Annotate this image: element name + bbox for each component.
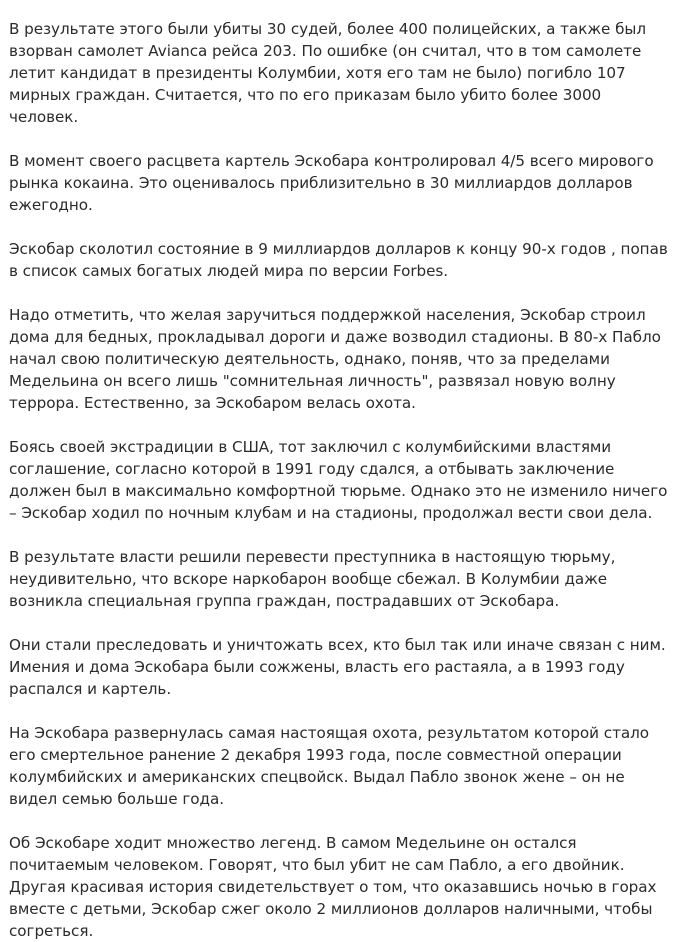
- article-body: [9, 18, 669, 942]
- paragraph-9: Об Эскобаре ходит множество легенд. В самом Медельине он остался почитаемым человеком. Говорят, что был убит не сам Пабло, а его двойник. Другая красивая история свидетельствует о том, что оказавшись ночью в горах вместе с детьми, Эскобар сжег около 2 миллионов долларов наличными, чтобы согреться.: [9, 834, 657, 940]
- paragraph-1: В результате этого были убиты 30 судей, более 400 полицейских, а также был взорван самолет Avianca рейса 203. По ошибке (он считал, что в том самолете летит кандидат в президенты Колумбии, хотя его там не было) погибло 107 мирных граждан. Считается, что по его приказам было убито более 3000 человек.: [9, 20, 646, 126]
- paragraph-8: На Эскобара развернулась самая настоящая охота, результатом которой стало его смертельное ранение 2 декабря 1993 года, после совместной операции колумбийских и американских спецвойск. Выдал Пабло звонок жене – он не видел семью больше года.: [9, 724, 650, 808]
- paragraph-3: Эскобар сколотил состояние в 9 миллиардов долларов к концу 90-х годов , попав в список самых богатых людей мира по версии Forbes.: [9, 240, 668, 280]
- paragraph-6: В результате власти решили перевести преступника в настоящую тюрьму, неудивительно, что вскоре наркобарон вообще сбежал. В Колумбии даже возникла специальная группа граждан, пострадавших от Эскобара.: [9, 548, 616, 610]
- paragraph-7: Они стали преследовать и уничтожать всех, кто был так или иначе связан с ним. Имения и дома Эскобара были сожжены, власть его растаяла, а в 1993 году распался и картель.: [9, 636, 666, 698]
- paragraph-4: Надо отметить, что желая заручиться поддержкой населения, Эскобар строил дома для бедных, прокладывал дороги и даже возводил стадионы. В 80-х Пабло начал свою политическую деятельность, однако, поняв, что за пределами Медельина он всего лишь "сомнительная личность", развязал новую волну террора. Естественно, за Эскобаром велась охота.: [9, 306, 661, 412]
- paragraph-2: В момент своего расцвета картель Эскобара контролировал 4/5 всего мирового рынка кокаина. Это оценивалось приблизительно в 30 миллиардов долларов ежегодно.: [9, 152, 654, 214]
- paragraph-5: Боясь своей экстрадиции в США, тот заключил с колумбийскими властями соглашение, согласно которой в 1991 году сдался, а отбывать заключение должен был в максимально комфортной тюрьме. Однако это не изменило ничего – Эскобар ходил по ночным клубам и на стадионы, продолжал вести свои дела.: [9, 438, 668, 522]
